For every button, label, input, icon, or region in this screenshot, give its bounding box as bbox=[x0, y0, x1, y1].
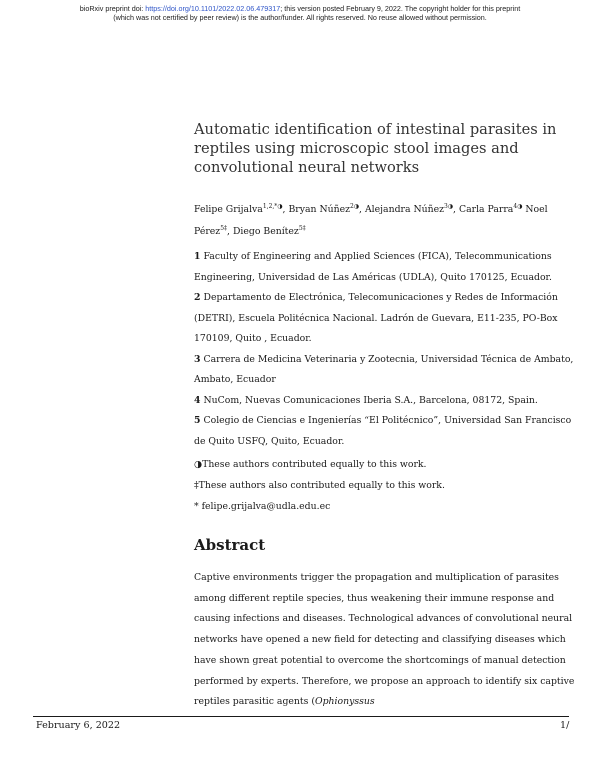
author: Alejandra Núñez$^{3◑}$, bbox=[364, 203, 459, 215]
preprint-prefix: bioRxiv preprint doi: bbox=[79, 4, 146, 13]
affiliation: 2 Departamento de Electrónica, Telecomunicaciones y Redes de Información (DETRI), Escuela Politécnica Nacional. Ladrón de Guevara, E11-235, PO-Box 170109, Quito , Ecuador. bbox=[194, 292, 558, 344]
abstract-heading: Abstract bbox=[194, 536, 266, 554]
abstract-text: Captive environments trigger the propagation and multiplication of parasites among different reptile species, thus weakening their immune response and causing infections and diseases. Technological advances of convolutional neural networks have opened a new field for detecting and classifying diseases which have shown great potential to overcome the shortcomings of manual detection performed by experts. Therefore, we propose an approach to identify six captive reptiles parasitic agents (Ophionyssus bbox=[194, 572, 575, 708]
equal-contribution-note: ◑These authors contributed equally to this work. bbox=[194, 459, 427, 470]
author: Carla Parra$^{4◑}$ bbox=[458, 203, 523, 215]
footer-rule bbox=[33, 716, 569, 717]
paper-title: Automatic identification of intestinal parasites in reptiles using microscopic stool images and convolutional neural networks bbox=[194, 121, 557, 176]
author: Diego Benítez$^{5\ddagger}$ bbox=[232, 225, 306, 237]
affiliation: 4 NuCom, Nuevas Comunicaciones Iberia S.A., Barcelona, 08172, Spain. bbox=[194, 394, 538, 406]
preprint-notice bbox=[0, 4, 600, 22]
affiliation: 5 Colegio de Ciencias e Ingenierías “El Politécnico”, Universidad San Francisco de Quito USFQ, Quito, Ecuador. bbox=[194, 415, 572, 447]
footer-date: February 6, 2022 bbox=[36, 720, 121, 731]
author: Noel Pérez$^{5\ddagger}$, bbox=[194, 204, 548, 237]
affiliation: 1 Faculty of Engineering and Applied Sciences (FICA), Telecommunications Engineering, Universidad de Las Américas (UDLA), Quito 170125, Ecuador. bbox=[194, 251, 552, 283]
doi-link[interactable]: https://doi.org/10.1101/2022.02.06.479317 bbox=[145, 4, 281, 13]
author: Bryan Núñez$^{2◑}$, bbox=[288, 203, 365, 215]
affiliation-list bbox=[194, 247, 584, 452]
author: Felipe Grijalva$^{1,2,*◑}$, bbox=[194, 203, 289, 215]
affiliation: 3 Carrera de Medicina Veterinaria y Zootecnia, Universidad Técnica de Ambato, Ambato, Ecuador bbox=[194, 353, 574, 385]
preprint-suffix: ; this version posted February 9, 2022. The copyright holder for this preprint bbox=[280, 4, 521, 13]
author-list bbox=[194, 199, 574, 243]
also-equal-contribution-note: ‡These authors also contributed equally to this work. bbox=[194, 480, 445, 491]
corresponding-email: * felipe.grijalva@udla.edu.ec bbox=[194, 501, 331, 512]
preprint-line-1 bbox=[0, 4, 600, 13]
abstract-italic-species: Ophionyssus bbox=[314, 696, 375, 708]
author-notes bbox=[194, 454, 584, 517]
preprint-line-2: (which was not certified by peer review) is the author/funder. All rights reserved. No reuse allowed without permission. bbox=[113, 13, 487, 22]
page-number: 1/ bbox=[560, 720, 570, 731]
